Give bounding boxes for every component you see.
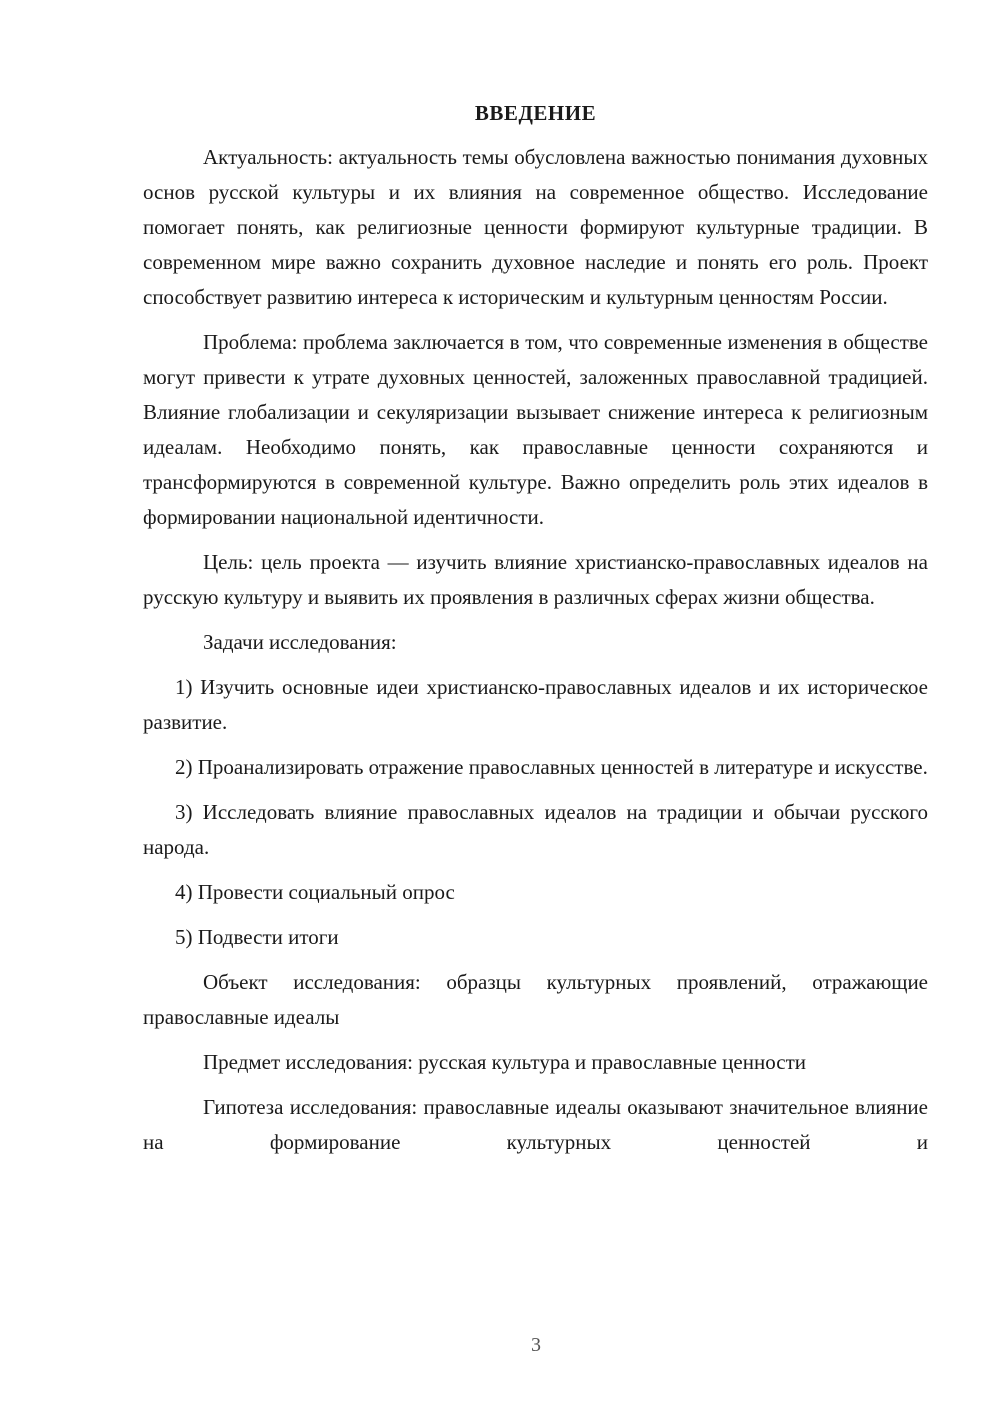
document-page — [143, 96, 928, 1160]
object-paragraph: Объект исследования: образцы культурных проявлений, отражающие православные идеалы — [143, 970, 928, 1029]
task-item-1: 1) Изучить основные идеи христианско-православных идеалов и их историческое развитие. — [143, 675, 928, 734]
subject-paragraph: Предмет исследования: русская культура и православные ценности — [203, 1050, 806, 1074]
tasks-heading: Задачи исследования: — [203, 630, 397, 654]
task-item-2: 2) Проанализировать отражение православных ценностей в литературе и искусстве. — [175, 755, 928, 779]
problem-paragraph: Проблема: проблема заключается в том, что современные изменения в обществе могут привести к утрате духовных ценностей, заложенных православной традицией. Влияние глобализации и секуляризации вызывает снижение интереса к религиозным идеалам. Необходимо понять, как православные ценности сохраняются и трансформируются в современной культуре. Важно определить роль этих идеалов в формировании национальной идентичности. — [143, 330, 928, 529]
task-item-3: 3) Исследовать влияние православных идеалов на традиции и обычаи русского народа. — [143, 800, 928, 859]
task-item-4: 4) Провести социальный опрос — [175, 880, 455, 904]
page-number: 3 — [531, 1334, 541, 1356]
section-title: ВВЕДЕНИЕ — [474, 101, 597, 125]
goal-paragraph: Цель: цель проекта — изучить влияние христианско-православных идеалов на русскую культуру и выявить их проявления в различных сферах жизни общества. — [143, 550, 928, 609]
relevance-paragraph: Актуальность: актуальность темы обусловлена важностью понимания духовных основ русской культуры и их влияния на современное общество. Исследование помогает понять, как религиозные ценности формируют культурные традиции. В современном мире важно сохранить духовное наследие и понять его роль. Проект способствует развитию интереса к историческим и культурным ценностям России. — [143, 145, 928, 309]
hypothesis-paragraph: Гипотеза исследования: православные идеалы оказывают значительное влияние на формирование культурных ценностей и — [143, 1095, 928, 1154]
task-item-5: 5) Подвести итоги — [175, 925, 339, 949]
